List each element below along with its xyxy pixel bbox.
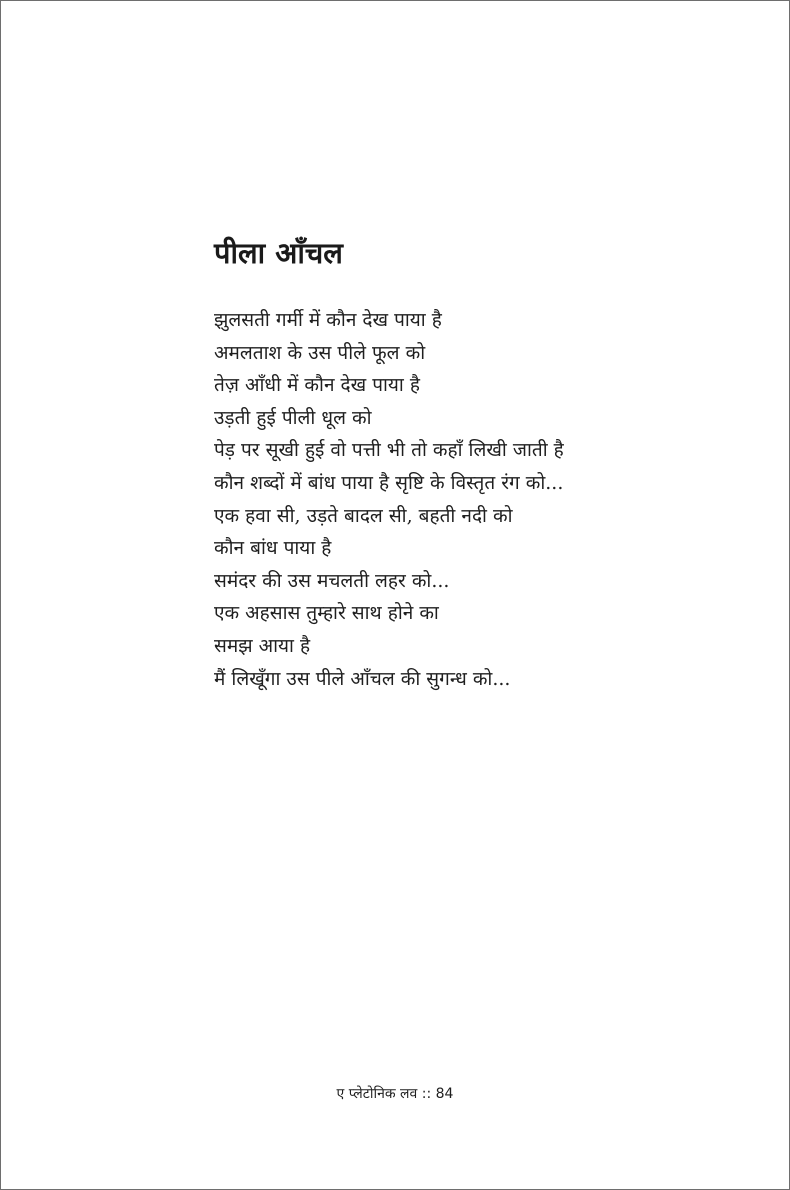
poem-body <box>214 304 564 695</box>
poem-line: उड़ती हुई पीली धूल को <box>214 406 372 429</box>
poem-line: तेज़ आँधी में कौन देख पाया है <box>214 374 420 397</box>
poem-line: अमलताश के उस पीले फूल को <box>214 341 426 364</box>
poem-line: पेड़ पर सूखी हुई वो पत्ती भी तो कहाँ लिखी जाती है <box>214 439 564 462</box>
page-footer: ए प्लेटोनिक लव :: 84 <box>336 1086 454 1102</box>
poem-line: झुलसती गर्मी में कौन देख पाया है <box>214 309 442 331</box>
poem-line: कौन बांध पाया है <box>214 537 332 560</box>
poem-title: पीला आँचल <box>214 236 343 270</box>
poem-line: कौन शब्दों में बांध पाया है सृष्टि के विस्तृत रंग को... <box>214 471 564 494</box>
poem-line: एक हवा सी, उड़ते बादल सी, बहती नदी को <box>214 504 513 527</box>
poem-line: मैं लिखूँगा उस पीले आँचल की सुगन्ध को... <box>214 667 511 690</box>
poem-line: एक अहसास तुम्हारे साथ होने का <box>214 602 439 625</box>
poem-line: समंदर की उस मचलती लहर को... <box>214 569 450 592</box>
poem-line: समझ आया है <box>214 634 311 657</box>
